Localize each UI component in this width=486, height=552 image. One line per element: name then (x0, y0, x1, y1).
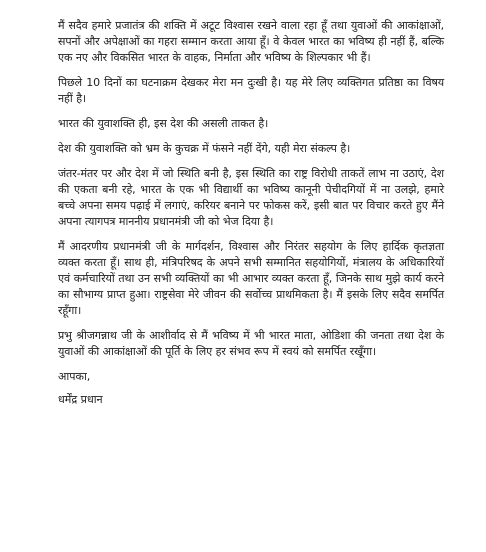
paragraph-resignation: जंतर-मंतर पर और देश में जो स्थिति बनी है, इस स्थिति का राष्ट्र विरोधी ताकतें लाभ ना उठाएं, देश की एकता बनी रहे, भारत के एक भी विद्यार्थी का भविष्य कानूनी पेचीदगियों में ना उलझे, हमारे बच्चे अपना समय पढ़ाई में लगाएं, करियर बनाने पर फोकस करें, इसी बात पर विचार करते हुए मैंने अपना त्यागपत्र माननीय प्रधानमंत्री जी को भेज दिया है। (58, 167, 444, 228)
letter-signature: धर्मेंद्र प्रधान (58, 393, 103, 406)
paragraph-gratitude: मैं आदरणीय प्रधानमंत्री जी के मार्गदर्शन, विश्वास और निरंतर सहयोग के लिए हार्दिक कृतज्ञता व्यक्त करता हूँ। साथ ही, मंत्रिपरिषद के अपने सभी सम्मानित सहयोगियों, मंत्रालय के अधिकारियों एवं कर्मचारियों तथा उन सभी व्यक्तियों का भी आभार व्यक्त करता हूँ, जिनके साथ मुझे कार्य करने का सौभाग्य प्राप्त हुआ। राष्ट्रसेवा मेरे जीवन की सर्वोच्च प्राथमिकता है। मैं इसके लिए सदैव समर्पित रहूँगा। (58, 240, 444, 317)
paragraph-faith-in-youth: मैं सदैव हमारे प्रजातंत्र की शक्ति में अटूट विश्वास रखने वाला रहा हूँ तथा युवाओं की आकांक्षाओं, सपनों और अपेक्षाओं का गहरा सम्मान करता आया हूँ। वे केवल भारत का भविष्य ही नहीं हैं, बल्कि एक नए और विकसित भारत के वाहक, निर्माता और भविष्य के शिल्पकार भी हैं। (58, 19, 444, 64)
paragraph-resolve: देश की युवाशक्ति को भ्रम के कुचक्र में फंसने नहीं देंगे, यही मेरा संकल्प है। (58, 142, 351, 155)
paragraph-youth-strength: भारत की युवाशक्ति ही, इस देश की असली ताकत है। (58, 117, 269, 130)
paragraph-recent-events: पिछले 10 दिनों का घटनाक्रम देखकर मेरा मन दुःखी है। यह मेरे लिए व्यक्तिगत प्रतिष्ठा का विषय नहीं है। (58, 76, 444, 105)
paragraph-blessing: प्रभु श्रीजगन्नाथ जी के आशीर्वाद से मैं भविष्य में भी भारत माता, ओडिशा की जनता तथा देश के युवाओं की आकांक्षाओं की पूर्ति के लिए हर संभव रूप में स्वयं को समर्पित रखूँगा। (58, 329, 444, 358)
letter-page (58, 18, 444, 408)
letter-closing: आपका, (58, 370, 91, 383)
